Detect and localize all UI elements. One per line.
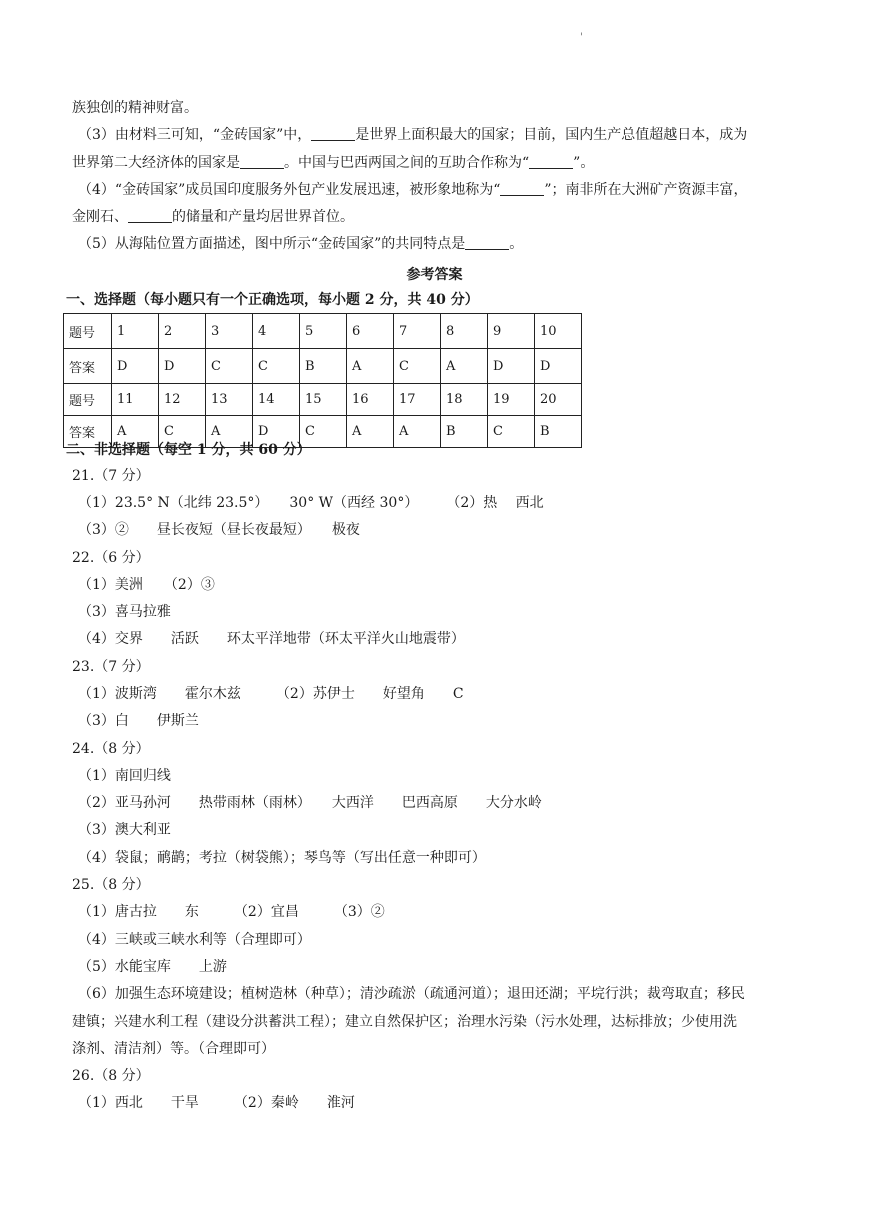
table-cell: 答案 <box>64 416 112 448</box>
answer-line: （3）白 伊斯兰 <box>78 713 199 729</box>
table-cell: D <box>535 349 582 384</box>
answer-line: （4）三峡或三峡水利等（合理即可） <box>78 932 311 948</box>
answer-blank <box>311 126 355 141</box>
answer-heading-24: 24.（8 分） <box>72 741 150 757</box>
answer-key-title: 参考答案 <box>406 267 463 283</box>
question-5-line: （5）从海陆位置方面描述，图中所示“金砖国家”的共同特点是 。 <box>78 236 524 252</box>
answer-line: （5）水能宝库 上游 <box>78 959 227 975</box>
question-text-line: 族独创的精神财富。 <box>72 100 198 116</box>
table-cell: 8 <box>441 314 488 349</box>
answer-line: （1）23.5° N（北纬 23.5°） 30° W（西经 30°） （2）热 西北 <box>78 495 544 511</box>
section-2-title: 二、非选择题（每空 1 分，共 60 分） <box>66 442 311 458</box>
table-cell: C <box>488 416 535 448</box>
question-4-line-2: 金刚石、 的储量和产量均居世界首位。 <box>72 209 354 225</box>
answer-line: （3）澳大利亚 <box>78 822 171 838</box>
table-cell: A <box>347 416 394 448</box>
table-cell: 4 <box>253 314 300 349</box>
answer-line: （6）加强生态环境建设；植树造林（种草）；清沙疏淤（疏通河道）；退田还湖；平垸行洪；裁弯取直；移民 <box>78 986 745 1002</box>
table-cell: C <box>159 416 206 448</box>
answer-heading-25: 25.（8 分） <box>72 877 150 893</box>
answer-line: 建镇；兴建水利工程（建设分洪蓄洪工程）；建立自然保护区；治理水污染（污水处理，达标排放；少使用洗 <box>72 1014 737 1030</box>
table-cell: B <box>535 416 582 448</box>
answer-line: （1）唐古拉 东 （2）宜昌 （3）② <box>78 904 385 920</box>
answer-blank <box>128 208 172 223</box>
table-cell: D <box>112 349 159 384</box>
table-cell: A <box>112 416 159 448</box>
table-cell: C <box>206 349 253 384</box>
table-cell: 19 <box>488 384 535 416</box>
table-cell: 20 <box>535 384 582 416</box>
table-cell: 7 <box>394 314 441 349</box>
table-cell: D <box>253 416 300 448</box>
table-cell: 5 <box>300 314 347 349</box>
table-cell: 10 <box>535 314 582 349</box>
table-cell: A <box>206 416 253 448</box>
table-cell: 6 <box>347 314 394 349</box>
answer-line: （1）南回归线 <box>78 768 171 784</box>
answer-blank <box>240 154 284 169</box>
header-mark: ' <box>580 32 583 43</box>
answer-line: （4）袋鼠；鸸鹋；考拉（树袋熊）；琴鸟等（写出任意一种即可） <box>78 850 486 866</box>
table-cell: C <box>300 416 347 448</box>
table-cell: 2 <box>159 314 206 349</box>
table-cell: B <box>300 349 347 384</box>
table-cell: D <box>159 349 206 384</box>
table-row <box>64 384 582 416</box>
table-cell: 14 <box>253 384 300 416</box>
table-cell: 题号 <box>64 314 112 349</box>
answer-line: （1）美洲 （2）③ <box>78 577 215 593</box>
table-cell: B <box>441 416 488 448</box>
table-cell: D <box>488 349 535 384</box>
question-3-line-1: （3）由材料三可知，“金砖国家”中， 是世界上面积最大的国家；目前，国内生产总值超越日本，成为 <box>78 127 748 143</box>
table-cell: 1 <box>112 314 159 349</box>
table-cell: 18 <box>441 384 488 416</box>
table-cell: 12 <box>159 384 206 416</box>
table-cell: C <box>253 349 300 384</box>
table-cell: A <box>441 349 488 384</box>
answer-line: 涤剂、清洁剂）等。（合理即可） <box>72 1041 275 1057</box>
table-cell: A <box>394 416 441 448</box>
answer-line: （3）② 昼长夜短（昼长夜最短） 极夜 <box>78 522 360 538</box>
table-row <box>64 349 582 384</box>
table-cell: 15 <box>300 384 347 416</box>
answer-heading-22: 22.（6 分） <box>72 550 150 566</box>
answer-line: （2）亚马孙河 热带雨林（雨林） 大西洋 巴西高原 大分水岭 <box>78 795 542 811</box>
table-cell: 题号 <box>64 384 112 416</box>
answer-blank <box>529 154 573 169</box>
table-cell: 17 <box>394 384 441 416</box>
answer-blank <box>465 235 509 250</box>
answer-heading-23: 23.（7 分） <box>72 659 150 675</box>
answer-blank <box>500 181 544 196</box>
answer-line: （1）波斯湾 霍尔木兹 （2）苏伊士 好望角 C <box>78 686 464 702</box>
answer-line: （4）交界 活跃 环太平洋地带（环太平洋火山地震带） <box>78 631 465 647</box>
answer-heading-21: 21.（7 分） <box>72 468 150 484</box>
answer-line: （1）西北 干旱 （2）秦岭 淮河 <box>78 1095 355 1111</box>
table-cell: C <box>394 349 441 384</box>
table-cell: 答案 <box>64 349 112 384</box>
section-1-title: 一、选择题（每小题只有一个正确选项，每小题 2 分，共 40 分） <box>66 292 479 308</box>
table-cell: 11 <box>112 384 159 416</box>
table-row <box>64 314 582 349</box>
answer-heading-26: 26.（8 分） <box>72 1068 150 1084</box>
question-4-line-1: （4）“金砖国家”成员国印度服务外包产业发展迅速，被形象地称为“ ”；南非所在大洲矿产资源丰富， <box>78 182 748 198</box>
answer-line: （3）喜马拉雅 <box>78 604 171 620</box>
answer-table <box>63 313 582 448</box>
table-cell: 9 <box>488 314 535 349</box>
table-cell: 16 <box>347 384 394 416</box>
table-cell: 3 <box>206 314 253 349</box>
table-cell: 13 <box>206 384 253 416</box>
table-cell: A <box>347 349 394 384</box>
question-3-line-2: 世界第二大经济体的国家是 。中国与巴西两国之间的互助合作称为“ ”。 <box>72 155 595 171</box>
